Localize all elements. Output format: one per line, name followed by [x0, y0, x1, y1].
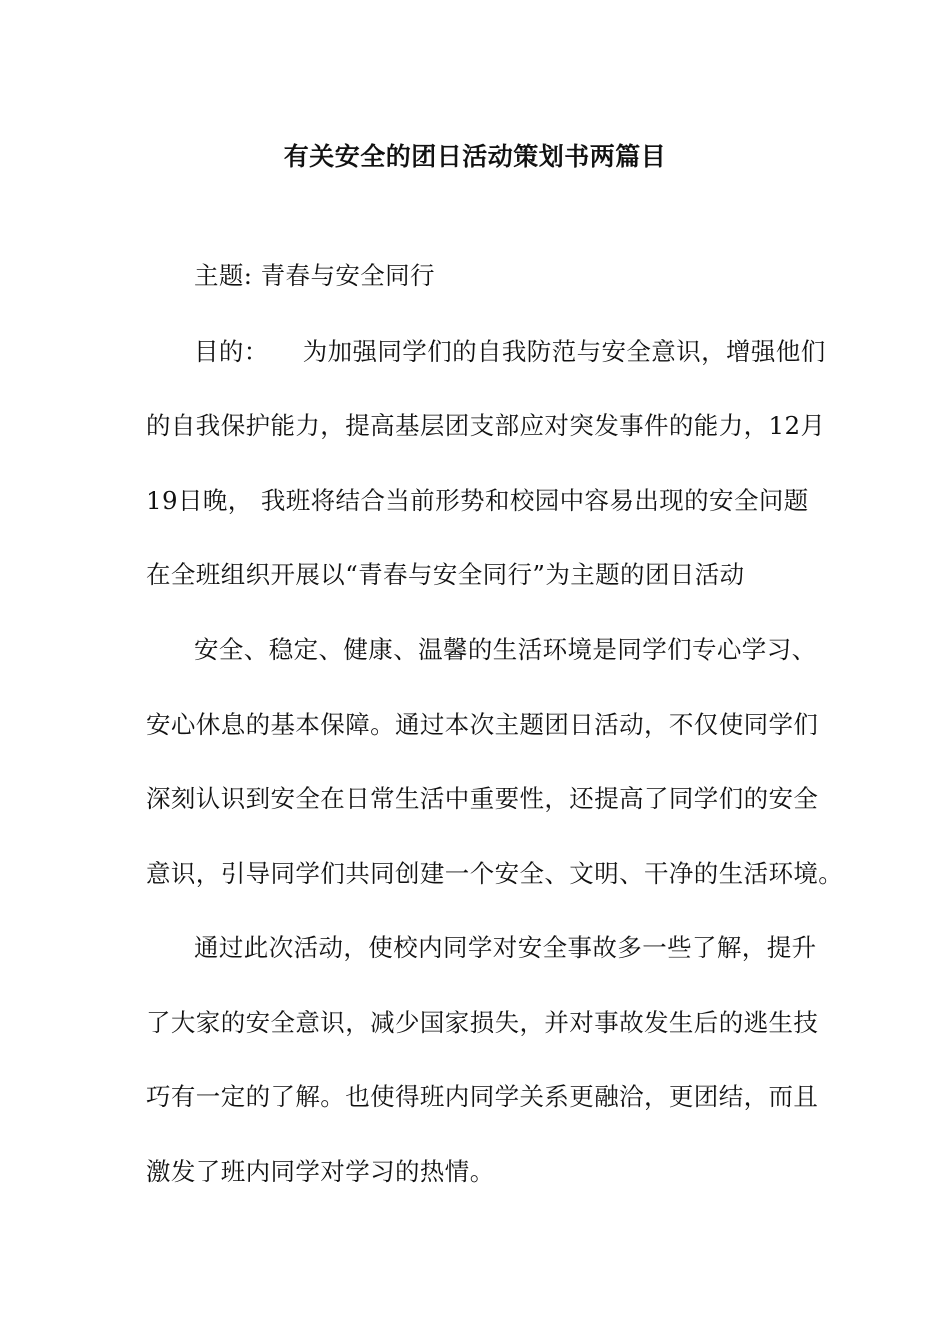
purpose-line-1: [194, 337, 864, 367]
document-title: 有关安全的团日活动策划书两篇目: [283, 142, 667, 171]
paragraph3-line-2: 了大家的安全意识，减少国家损失，并对事故发生后的逃生技: [146, 1008, 819, 1037]
purpose-text-1: 为加强同学们的自我防范与安全意识，增强他们: [302, 337, 826, 366]
paragraph3-line-1: 通过此次活动，使校内同学对安全事故多一些了解，提升: [194, 933, 817, 962]
purpose-line-2: 的自我保护能力，提高基层团支部应对突发事件的能力，12月: [146, 411, 826, 440]
paragraph2-line-3: 深刻认识到安全在日常生活中重要性，还提高了同学们的安全: [146, 784, 819, 813]
paragraph2-line-1: 安全、稳定、健康、温馨的生活环境是同学们专心学习、: [194, 635, 817, 664]
theme-line: 主题: 青春与安全同行: [194, 261, 435, 290]
paragraph2-line-4: 意识，引导同学们共同创建一个安全、文明、干净的生活环境。: [146, 859, 844, 888]
purpose-line-3: 19日晚， 我班将结合当前形势和校园中容易出现的安全问题: [146, 486, 809, 515]
purpose-label: 目的：: [194, 337, 269, 366]
paragraph2-line-2: 安心休息的基本保障。通过本次主题团日活动，不仅使同学们: [146, 710, 819, 739]
purpose-line-4: 在全班组织开展以“青春与安全同行”为主题的团日活动: [146, 560, 745, 589]
paragraph3-line-4: 激发了班内同学对学习的热情。: [146, 1157, 495, 1186]
paragraph3-line-3: 巧有一定的了解。也使得班内同学关系更融洽，更团结，而且: [146, 1082, 819, 1111]
